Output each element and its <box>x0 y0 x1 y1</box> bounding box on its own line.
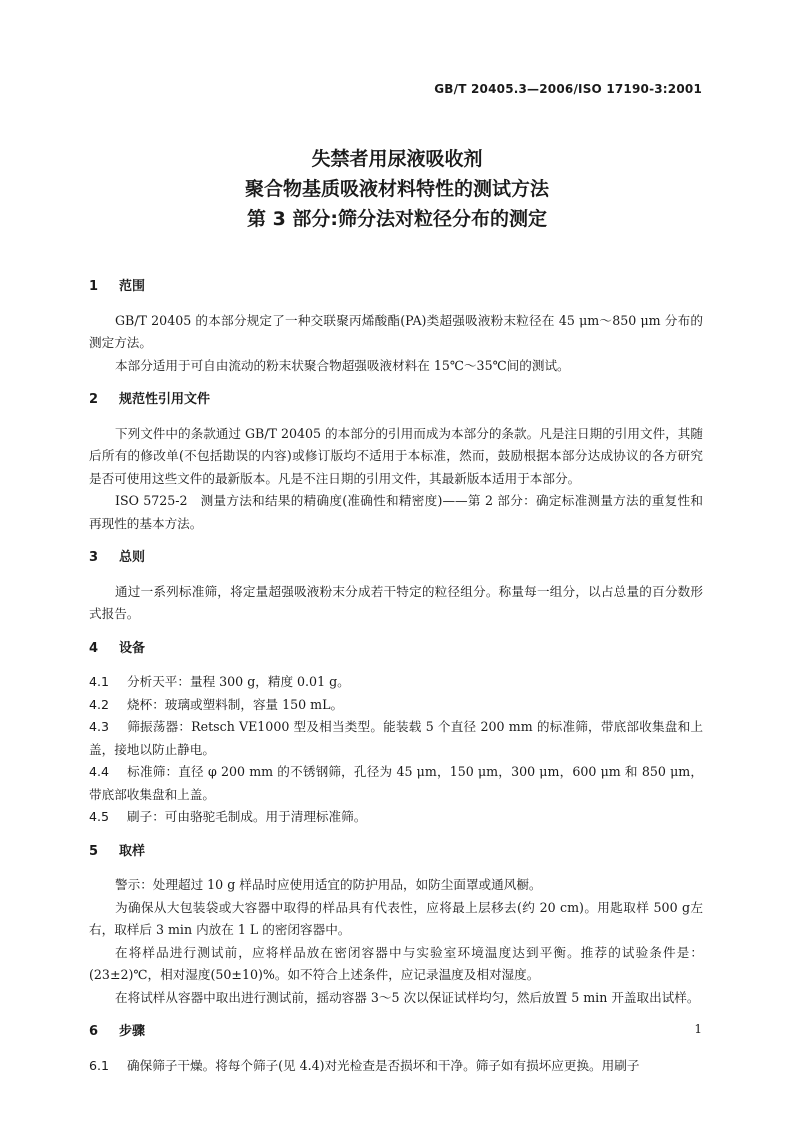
section-heading: 2 规范性引用文件 <box>89 392 211 407</box>
list-item: 4.1 分析天平：量程 300 g，精度 0.01 g。 <box>89 674 350 689</box>
paragraph: 在将样品进行测试前，应将样品放在密闭容器中与实验室环境温度达到平衡。推荐的试验条件是：(23±2)℃，相对湿度(50±10)%。如不符合上述条件，应记录温度及相对湿度。 <box>89 944 703 982</box>
list-item: 4.3 筛振荡器：Retsch VE1000 型及相当类型。能装载 5 个直径 200 mm 的标准筛，带底部收集盘和上盖，接地以防止静电。 <box>89 719 703 757</box>
title-line-3: 第 3 部分:筛分法对粒径分布的测定 <box>246 208 548 230</box>
section-heading: 5 取样 <box>89 843 146 859</box>
paragraph: GB/T 20405 的本部分规定了一种交联聚丙烯酸酯(PA)类超强吸液粉末粒径在 45 μm～850 μm 分布的测定方法。 <box>89 312 703 350</box>
paragraph: 通过一系列标准筛，将定量超强吸液粉末分成若干特定的粒径组分。称量每一组分，以占总量的百分数形式报告。 <box>89 583 703 621</box>
list-item: 4.2 烧杯：玻璃或塑料制，容量 150 mL。 <box>89 696 344 712</box>
section-apparatus <box>89 638 703 829</box>
page-number: 1 <box>694 1022 702 1036</box>
paragraph: 为确保从大包装袋或大容器中取得的样品具有代表性，应将最上层移去(约 20 cm)。用匙取样 500 g左右，取样后 3 min 内放在 1 L 的密闭容器中。 <box>89 899 703 937</box>
section-sampling <box>89 841 703 1010</box>
section-heading: 1 范围 <box>89 279 146 294</box>
paragraph: 下列文件中的条款通过 GB/T 20405 的本部分的引用而成为本部分的条款。凡是注日期的引用文件，其随后所有的修改单(不包括勘误的内容)或修订版均不适用于本标准，然而，鼓励根据本部分达成协议的各方研究是否可使用这些文件的最新版本。凡是不注日期的引用文件，其最新版本适用于本部分。 <box>89 425 703 486</box>
section-heading: 3 总则 <box>89 550 146 565</box>
paragraph: 在将试样从容器中取出进行测试前，摇动容器 3～5 次以保证试样均匀，然后放置 5 min 开盖取出试样。 <box>115 989 700 1005</box>
section-normative-references <box>89 389 703 535</box>
list-item: 4.4 标准筛：直径 φ 200 mm 的不锈钢筛，孔径为 45 μm，150 μm，300 μm，600 μm 和 850 μm，带底部收集盘和上盖。 <box>89 764 703 802</box>
section-scope <box>89 276 703 377</box>
list-item: 4.5 刷子：可由骆驼毛制成。用于清理标准筛。 <box>89 809 367 824</box>
list-item: 6.1 确保筛子干燥。将每个筛子(见 4.4)对光检查是否损坏和干净。筛子如有损坏应更换。用刷子 <box>89 1057 640 1073</box>
standard-code: GB/T 20405.3—2006/ISO 17190-3:2001 <box>434 82 702 96</box>
section-procedure <box>89 1021 703 1077</box>
paragraph: 本部分适用于可自由流动的粉末状聚合物超强吸液材料在 15℃～35℃间的测试。 <box>115 357 570 373</box>
document-body <box>89 276 703 1089</box>
title-line-1: 失禁者用尿液吸收剂 <box>311 148 483 170</box>
section-heading: 4 设备 <box>89 640 146 656</box>
document-title <box>0 144 794 234</box>
section-heading: 6 步骤 <box>89 1024 146 1039</box>
title-line-2: 聚合物基质吸液材料特性的测试方法 <box>244 178 549 200</box>
section-general <box>89 547 703 626</box>
warning-paragraph: 警示：处理超过 10 g 样品时应使用适宜的防护用品，如防尘面罩或通风橱。 <box>115 877 542 892</box>
paragraph: ISO 5725-2 测量方法和结果的精确度(准确性和精密度)——第 2 部分：确定标准测量方法的重复性和再现性的基本方法。 <box>89 493 703 531</box>
